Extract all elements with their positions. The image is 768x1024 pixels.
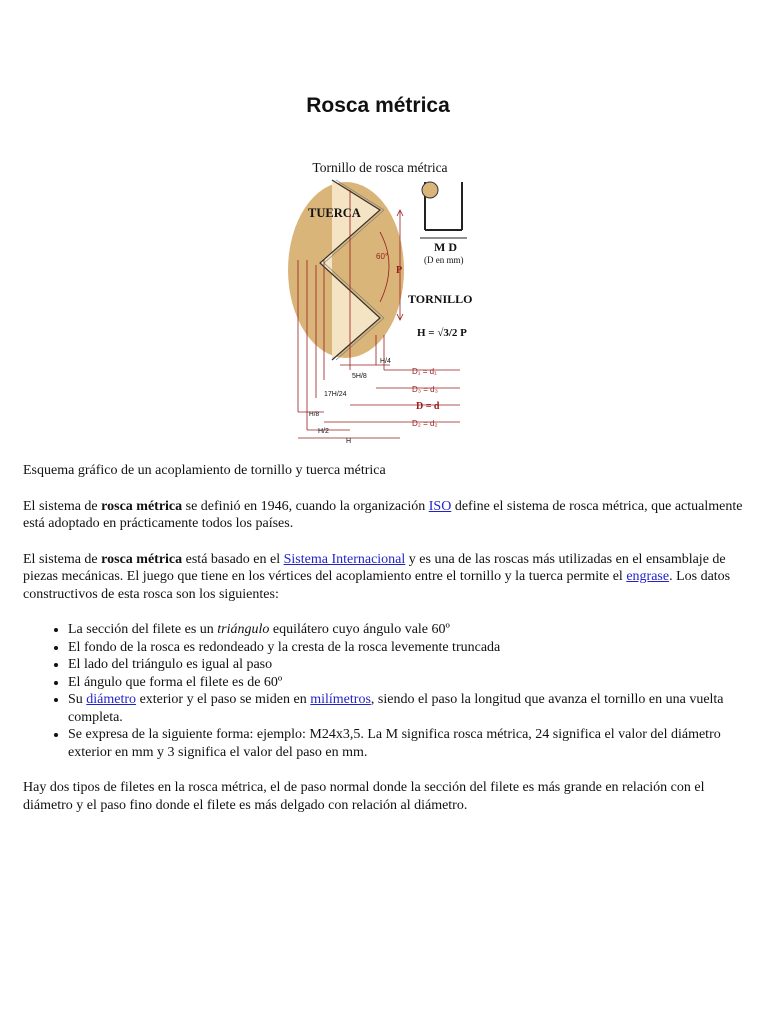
- list-item: [68, 691, 743, 726]
- link-milimetros[interactable]: milímetros: [310, 692, 371, 707]
- text: y es una de las roscas más utilizadas en el ensamblaje de piezas mecánicas. El juego que tiene en los vértices del acoplamiento entre el tornillo y la tuerca permite el: [23, 551, 726, 584]
- italic-term: triángulo: [217, 622, 270, 637]
- features-list: [23, 621, 743, 761]
- link-engrase[interactable]: engrase: [626, 569, 670, 584]
- bold-term: rosca métrica: [101, 498, 183, 514]
- label-d3: D₃ = d₃: [412, 385, 438, 394]
- thread-diagram: [280, 160, 480, 450]
- label-angle: 60°: [376, 252, 389, 261]
- text: equilátero cuyo ángulo vale 60º: [269, 622, 450, 637]
- label-h-formula: H = √3/2 P: [417, 327, 467, 339]
- label-d1: D₁ = d₁: [412, 367, 437, 376]
- label-nut: TUERCA: [308, 206, 361, 220]
- text: El sistema de: [23, 551, 102, 567]
- label-d2: D₂ = d₂: [412, 419, 438, 428]
- label-h8: H/8: [309, 411, 320, 418]
- label-md-note: (D en mm): [424, 255, 464, 265]
- paragraph-1: [23, 498, 743, 533]
- text: El sistema de: [23, 498, 102, 514]
- text: define el sistema de rosca métrica, que actualmente está adoptado en prácticamente todos los países.: [23, 498, 743, 531]
- list-item: [68, 621, 743, 639]
- label-dd: D = d: [416, 401, 440, 412]
- text: está basado en el: [182, 551, 284, 567]
- list-item: • El lado del triángulo es igual al paso: [68, 656, 743, 674]
- label-h2: H/2: [318, 428, 329, 435]
- text: Su: [68, 692, 87, 707]
- label-screw: TORNILLO: [408, 292, 473, 306]
- label-h: H: [346, 438, 352, 445]
- article-body: [23, 462, 743, 832]
- label-pitch: P: [396, 265, 403, 276]
- list-item: • El ángulo que forma el filete es de 60º: [68, 674, 743, 692]
- label-5h8: 5H/8: [352, 373, 367, 380]
- paragraph-3: Hay dos tipos de filetes en la rosca métrica, el de paso normal donde la sección del filete es más grande en relación con el diámetro y el paso fino donde el filete es más delgado con relación al diámetro.: [23, 780, 705, 813]
- paragraph-2: [23, 551, 743, 604]
- bold-term: rosca métrica: [101, 551, 183, 567]
- label-h4: H/4: [380, 358, 391, 365]
- text: exterior y el paso se miden en: [136, 692, 311, 707]
- list-item: • El fondo de la rosca es redondeado y la cresta de la rosca levemente truncada: [68, 639, 743, 657]
- figure-title: Tornillo de rosca métrica: [312, 160, 448, 175]
- figure-caption: Esquema gráfico de un acoplamiento de tornillo y tuerca métrica: [23, 463, 386, 478]
- link-diametro[interactable]: diámetro: [86, 692, 137, 707]
- list-item: • Se expresa de la siguiente forma: ejemplo: M24x3,5. La M significa rosca métrica, 24 significa el valor del diámetro exterior en mm y 3 significa el valor del paso en mm.: [68, 726, 743, 761]
- text: se definió en 1946, cuando la organización: [182, 498, 429, 514]
- page-title: Rosca métrica: [306, 94, 450, 117]
- md-ball: [422, 182, 438, 198]
- label-md: M D: [434, 240, 457, 254]
- link-sistema-internacional[interactable]: Sistema Internacional: [283, 551, 406, 567]
- thread-diagram-svg: [280, 160, 480, 450]
- text: , siendo el paso la longitud que avanza el tornillo en una vuelta completa.: [68, 692, 724, 725]
- text: . Los datos constructivos de esta rosca son los siguientes:: [23, 569, 731, 602]
- text: La sección del filete es un: [68, 622, 218, 637]
- label-17h24: 17H/24: [324, 391, 347, 398]
- link-iso[interactable]: ISO: [428, 498, 452, 514]
